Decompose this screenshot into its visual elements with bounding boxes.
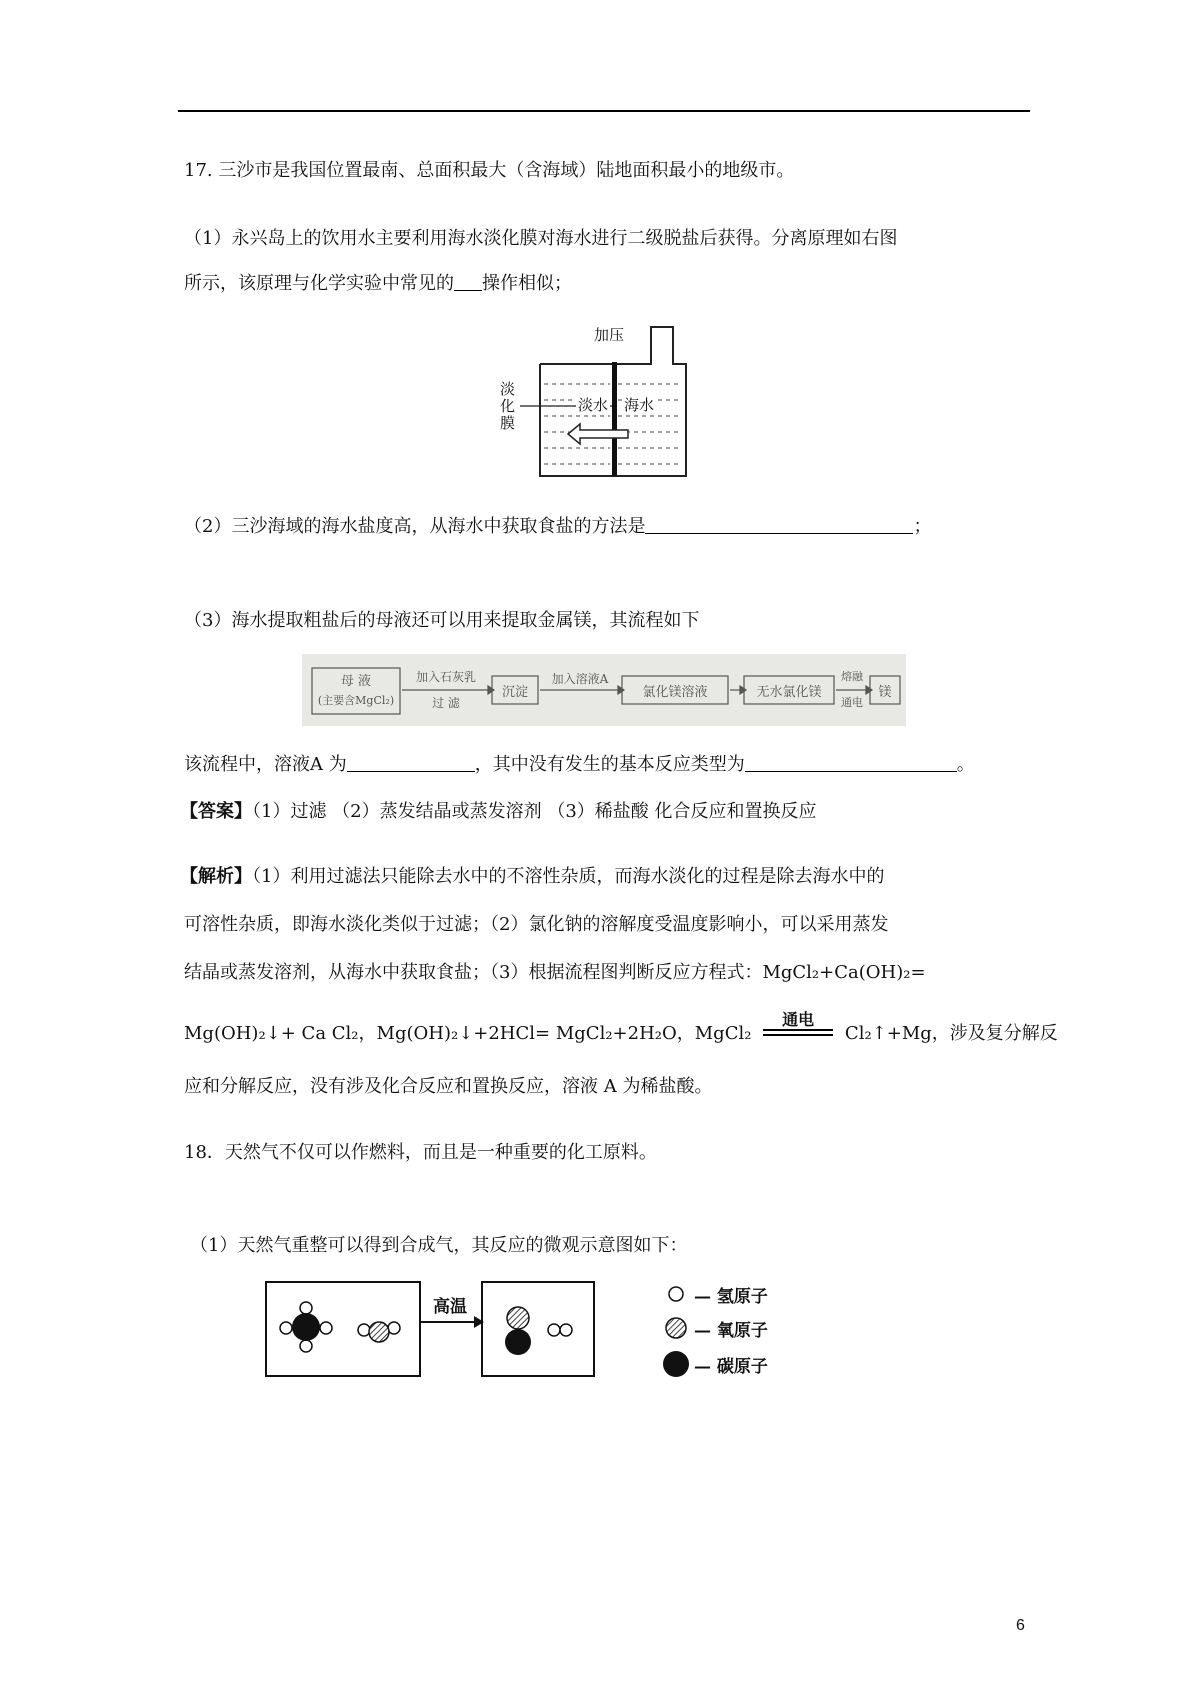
- mg-extraction-flowchart: [302, 654, 906, 726]
- flow-arrow4-top: 熔融: [841, 670, 863, 683]
- q17-part4-b: ，其中没有发生的基本反应类型为: [474, 754, 745, 775]
- q17-part1-line2: [184, 272, 572, 296]
- q17-part1-line2-a: 所示，该原理与化学实验中常见的: [184, 273, 454, 294]
- q17-part2-a: （2）三沙海域的海水盐度高，从海水中获取食盐的方法是: [184, 516, 646, 537]
- answer-blank-1[interactable]: [454, 272, 482, 291]
- header-rule: [178, 110, 1030, 112]
- q17-part4-a: 该流程中，溶液A 为: [184, 754, 347, 775]
- analysis-line1-text: （1）利用过滤法只能除去水中的不溶性杂质，而海水淡化的过程是除去海水中的: [252, 866, 885, 887]
- electrolysis-condition-label: 通电: [782, 1010, 815, 1029]
- answer-blank-3[interactable]: [347, 753, 475, 772]
- q17-part1-line2-b: 操作相似；: [482, 273, 572, 294]
- q18-part1: （1）天然气重整可以得到合成气，其反应的微观示意图如下：: [190, 1235, 688, 1256]
- analysis-line4-b: Cl₂↑+Mg，涉及复分解反: [844, 1023, 1058, 1044]
- electrolysis-condition: [763, 1010, 833, 1046]
- fig1-sea-water-label: 海水: [624, 396, 655, 414]
- fig1-membrane-label-1: 淡: [500, 380, 516, 398]
- legend-hydrogen-label: — 氢原子: [694, 1287, 768, 1307]
- flow-box-precipitate: 沉淀: [501, 685, 528, 700]
- legend-oxygen-icon: [666, 1318, 686, 1338]
- q17-analysis-line2: 可溶性杂质，即海水淡化类似于过滤；（2）氯化钠的溶解度受温度影响小，可以采用蒸发: [184, 914, 889, 935]
- q17-part3: （3）海水提取粗盐后的母液还可以用来提取金属镁，其流程如下: [184, 610, 700, 631]
- analysis-tag: 【解析】: [180, 866, 252, 887]
- legend-oxygen-label: — 氧原子: [694, 1321, 768, 1341]
- q18-title: 18．天然气不仅可以作燃料，而且是一种重要的化工原料。: [184, 1142, 657, 1163]
- answer-blank-2[interactable]: [645, 515, 913, 534]
- legend-carbon-icon: [663, 1351, 689, 1377]
- q17-analysis-line5: 应和分解反应，没有涉及化合反应和置换反应，溶液 A 为稀盐酸。: [184, 1076, 713, 1097]
- high-temp-label: 高温: [433, 1297, 467, 1317]
- answer-tag: 【答案】: [180, 801, 252, 822]
- flow-arrow1-top: 加入石灰乳: [415, 670, 476, 684]
- fig1-membrane-label-2: 化: [500, 397, 516, 415]
- flow-box-mother-liquor: 母 液: [340, 674, 372, 689]
- flow-box-magnesium: 镁: [878, 685, 892, 700]
- q17-answer: [180, 800, 817, 824]
- flow-arrow-left: [568, 424, 628, 444]
- legend-hydrogen-icon: [669, 1287, 683, 1301]
- legend-carbon-label: — 碳原子: [694, 1357, 768, 1377]
- page-number: 6: [1016, 1617, 1025, 1634]
- q17-analysis-line1: [180, 865, 884, 889]
- q17-analysis-line4: [184, 1010, 1058, 1046]
- answer-text: （1）过滤 （2）蒸发结晶或蒸发溶剂 （3）稀盐酸 化合反应和置换反应: [252, 801, 817, 822]
- q17-analysis-line3: 结晶或蒸发溶剂，从海水中获取食盐；（3）根据流程图判断反应方程式：MgCl₂+Ca(OH)₂=: [184, 962, 926, 983]
- flow-box-anhydrous-mgcl2: 无水氯化镁: [756, 685, 822, 700]
- q17-part1-line1: （1）永兴岛上的饮用水主要利用海水淡化膜对海水进行二级脱盐后获得。分离原理如右图: [184, 228, 898, 249]
- q17-part2: [184, 515, 931, 539]
- q17-part4-c: 。: [956, 754, 975, 775]
- q17-title: 17. 三沙市是我国位置最南、总面积最大（含海域）陆地面积最小的地级市。: [184, 160, 795, 181]
- flow-arrow1-bottom: 过 滤: [432, 696, 460, 710]
- flow-box-mgcl2-solution: 氯化镁溶液: [642, 685, 708, 700]
- reaction-micro-diagram: [258, 1276, 810, 1388]
- fig1-pressure-label: 加压: [594, 326, 625, 344]
- membrane-bar: [612, 362, 617, 476]
- fig1-membrane-label-3: 膜: [500, 414, 516, 432]
- desalination-membrane-figure: [520, 324, 700, 486]
- answer-blank-4[interactable]: [745, 753, 957, 772]
- fig1-fresh-water-label: 淡水: [578, 396, 609, 414]
- flow-arrow2-top: 加入溶液A: [551, 672, 609, 686]
- q17-part2-b: ；: [913, 516, 932, 537]
- flow-arrow4-bottom: 通电: [841, 696, 863, 709]
- flow-box-mother-liquor-note: (主要含MgCl₂): [317, 694, 395, 707]
- q17-part4: [184, 753, 975, 777]
- analysis-line4-a: Mg(OH)₂↓+ Ca Cl₂，Mg(OH)₂↓+2HCl= MgCl₂+2H₂O，MgCl₂: [184, 1023, 752, 1044]
